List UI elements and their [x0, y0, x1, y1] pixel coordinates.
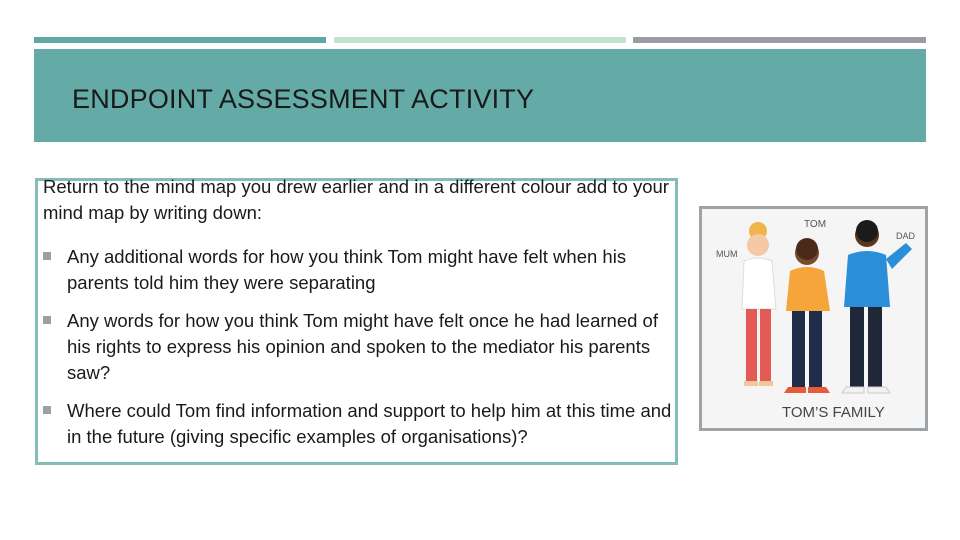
square-bullet-icon: [43, 406, 51, 414]
accent-bar-mint: [334, 37, 626, 43]
bullet-item-3: [43, 398, 673, 450]
family-drawing: [702, 209, 925, 428]
dad-figure: [842, 220, 912, 393]
bullet-item-2: [43, 308, 673, 386]
tom-figure: [784, 238, 830, 393]
bullet-text-2: Any words for how you think Tom might have felt once he had learned of his rights to express his opinion and spoken to the mediator his parents saw?: [67, 310, 658, 383]
bullet-list: [43, 244, 673, 450]
bullet-item-1: [43, 244, 673, 296]
mum-figure: [742, 222, 776, 386]
slide-title: ENDPOINT ASSESSMENT ACTIVITY: [72, 84, 535, 114]
caption-toms-family: TOM’S FAMILY: [782, 404, 885, 421]
label-mum: MUM: [716, 249, 738, 259]
family-illustration: [699, 206, 928, 431]
label-tom: TOM: [804, 219, 827, 230]
intro-text: Return to the mind map you drew earlier and in a different colour add to your mind map by writing down:: [43, 176, 669, 223]
square-bullet-icon: [43, 316, 51, 324]
content-area: [43, 174, 673, 462]
accent-bar-teal: [34, 37, 326, 43]
accent-bar-grey: [633, 37, 926, 43]
square-bullet-icon: [43, 252, 51, 260]
label-dad: DAD: [896, 231, 916, 241]
bullet-text-3: Where could Tom find information and support to help him at this time and in the future (giving specific examples of organisations)?: [67, 400, 672, 447]
bullet-text-1: Any additional words for how you think Tom might have felt when his parents told him they were separating: [67, 246, 627, 293]
title-band: [34, 49, 926, 142]
